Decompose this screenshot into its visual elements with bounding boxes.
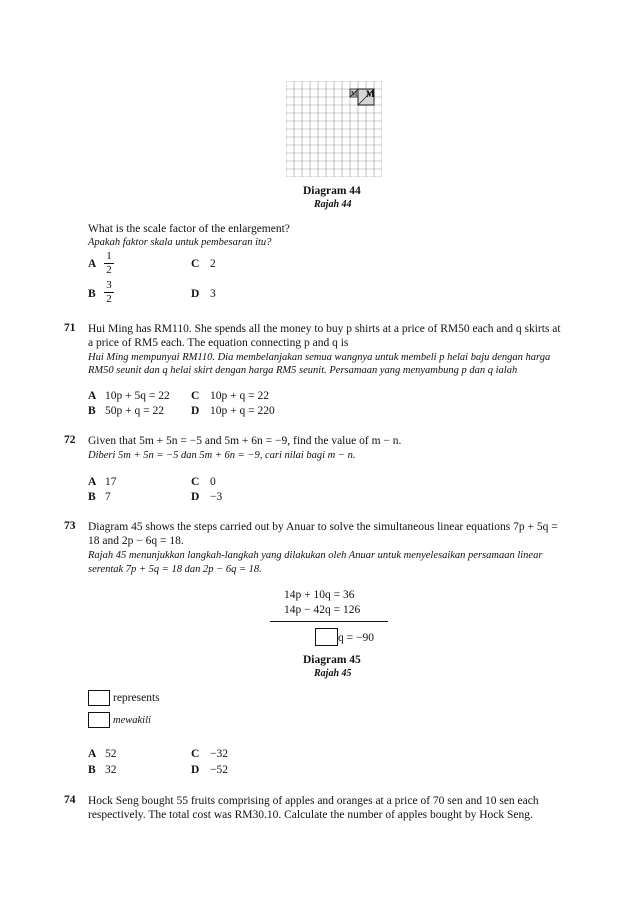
q71-option-b-value[interactable]: 50p + q = 22: [105, 405, 164, 417]
diagram44-title-ms: Rajah 44: [314, 199, 352, 210]
q70-option-b-den: 2: [106, 293, 112, 305]
q73-answer-box[interactable]: [315, 628, 338, 646]
q70-question-ms: Apakah faktor skala untuk pembesaran itu?: [88, 237, 272, 248]
q74-line1: Hock Seng bought 55 fruits comprising of apples and oranges at a price of 70 sen and 10 sen each: [88, 795, 539, 807]
enlargement-grid-diagram: [286, 81, 382, 177]
q72-option-a-value[interactable]: 17: [105, 476, 117, 488]
q73-subtraction-line: [270, 621, 388, 622]
q73-equation-1: 14p + 10q = 36: [284, 589, 355, 601]
q70-question: What is the scale factor of the enlargement?: [88, 223, 290, 235]
q72-option-c-value[interactable]: 0: [210, 476, 216, 488]
q72-option-b-value[interactable]: 7: [105, 491, 111, 503]
q73-number: 73: [64, 520, 76, 532]
q71-option-a-letter[interactable]: A: [88, 390, 97, 402]
q71-option-b-letter[interactable]: B: [88, 405, 96, 417]
q71-ms-line1: Hui Ming mempunyai RM110. Dia membelanjakan semua wangnya untuk membeli p helai baju dengan harga: [88, 352, 551, 363]
q72-option-d-value[interactable]: −3: [210, 491, 223, 503]
q73-option-a-value[interactable]: 52: [105, 748, 117, 760]
legend-box-ms: [88, 712, 110, 728]
q70-option-d-value[interactable]: 3: [210, 288, 216, 300]
q71-option-a-value[interactable]: 10p + 5q = 22: [105, 390, 170, 402]
diagram45-title: Diagram 45: [303, 654, 361, 666]
q71-option-d-letter[interactable]: D: [191, 405, 200, 417]
q72-option-b-letter[interactable]: B: [88, 491, 96, 503]
diagram44-title: Diagram 44: [303, 185, 361, 197]
q70-option-a-den: 2: [106, 264, 112, 276]
q73-equation-3: q = −90: [338, 632, 374, 644]
q70-option-b-letter[interactable]: B: [88, 288, 96, 300]
q71-option-c-value[interactable]: 10p + q = 22: [210, 390, 269, 402]
q73-option-a-letter[interactable]: A: [88, 748, 97, 760]
legend-box: [88, 690, 110, 706]
q72-number: 72: [64, 434, 76, 446]
q73-option-b-letter[interactable]: B: [88, 764, 96, 776]
label-small-m: M: [351, 90, 358, 98]
q71-line2: a price of RM5 each. The equation connecting p and q is: [88, 337, 349, 349]
q73-option-d-value[interactable]: −52: [210, 764, 228, 776]
q70-option-b-num: 3: [106, 279, 112, 291]
label-large-m: M: [366, 89, 375, 99]
q70-option-c-value[interactable]: 2: [210, 258, 216, 270]
q71-option-d-value[interactable]: 10p + q = 220: [210, 405, 275, 417]
q72-option-d-letter[interactable]: D: [191, 491, 200, 503]
q70-option-a-letter[interactable]: A: [88, 258, 97, 270]
q72-option-a-letter[interactable]: A: [88, 476, 97, 488]
q73-line1: Diagram 45 shows the steps carried out by Anuar to solve the simultaneous linear equations 7p + 5q =: [88, 521, 558, 533]
legend-represents: represents: [113, 692, 160, 704]
q70-option-a-fraction[interactable]: [104, 251, 114, 276]
diagram45-title-ms: Rajah 45: [314, 668, 352, 679]
q73-option-d-letter[interactable]: D: [191, 764, 200, 776]
q72-line1: Given that 5m + 5n = −5 and 5m + 6n = −9, find the value of m − n.: [88, 435, 402, 447]
q73-line2: 18 and 2p − 6q = 18.: [88, 535, 184, 547]
q71-option-c-letter[interactable]: C: [191, 390, 200, 402]
q70-option-d-letter[interactable]: D: [191, 288, 200, 300]
q73-option-c-letter[interactable]: C: [191, 748, 200, 760]
q73-option-c-value[interactable]: −32: [210, 748, 228, 760]
q73-option-b-value[interactable]: 32: [105, 764, 117, 776]
q74-line2: respectively. The total cost was RM30.10. Calculate the number of apples bought by Hock Seng.: [88, 809, 533, 821]
q73-ms-line1: Rajah 45 menunjukkan langkah-langkah yang dilakukan oleh Anuar untuk menyelesaikan persamaan linear: [88, 550, 543, 561]
q70-option-b-fraction[interactable]: [104, 280, 114, 305]
q71-line1: Hui Ming has RM110. She spends all the money to buy p shirts at a price of RM50 each and q skirts at: [88, 323, 561, 335]
q70-option-a-num: 1: [106, 250, 112, 262]
q72-option-c-letter[interactable]: C: [191, 476, 200, 488]
q73-equation-2: 14p − 42q = 126: [284, 604, 361, 616]
q73-ms-line2: serentak 7p + 5q = 18 dan 2p − 6q = 18.: [88, 564, 262, 575]
q71-ms-line2: RM50 seunit dan q helai skirt dengan harga RM5 seunit. Persamaan yang menyambung p dan q ialah: [88, 365, 518, 376]
q70-option-c-letter[interactable]: C: [191, 258, 200, 270]
q71-number: 71: [64, 322, 76, 334]
q74-number: 74: [64, 794, 76, 806]
legend-represents-ms: mewakili: [113, 715, 151, 726]
q72-ms-line1: Diberi 5m + 5n = −5 dan 5m + 6n = −9, cari nilai bagi m − n.: [88, 450, 356, 461]
